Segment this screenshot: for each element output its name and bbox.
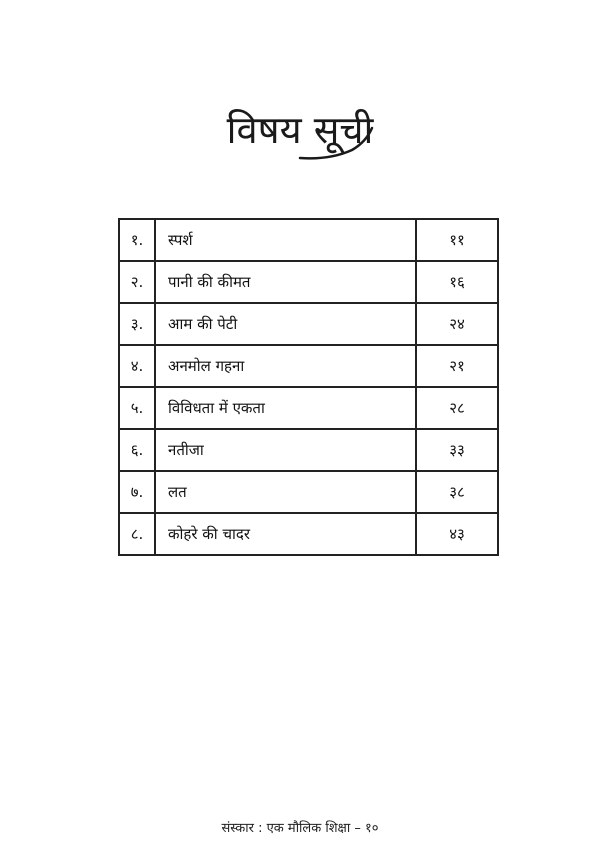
toc-number: ५. [119, 387, 155, 429]
toc-row [119, 345, 498, 387]
toc-page-number: ३३ [416, 429, 498, 471]
toc-page-number: ११ [416, 219, 498, 261]
toc-number: ६. [119, 429, 155, 471]
contents-table [118, 218, 499, 556]
toc-page-number: २४ [416, 303, 498, 345]
toc-number: २. [119, 261, 155, 303]
toc-page-number: ३८ [416, 471, 498, 513]
toc-number: ३. [119, 303, 155, 345]
page-footer: संस्कार : एक मौलिक शिक्षा – १० [221, 821, 379, 836]
toc-page-number: २८ [416, 387, 498, 429]
title-flourish [0, 0, 600, 180]
toc-number: १. [119, 219, 155, 261]
toc-row [119, 387, 498, 429]
toc-chapter-title: लत [155, 471, 416, 513]
toc-chapter-title: आम की पेटी [155, 303, 416, 345]
toc-page-number: १६ [416, 261, 498, 303]
toc-row [119, 513, 498, 555]
toc-chapter-title: स्पर्श [155, 219, 416, 261]
toc-chapter-title: विविधता में एकता [155, 387, 416, 429]
toc-chapter-title: पानी की कीमत [155, 261, 416, 303]
toc-row [119, 471, 498, 513]
toc-page-number: २१ [416, 345, 498, 387]
toc-row [119, 219, 498, 261]
toc-number: ८. [119, 513, 155, 555]
page-title: विषय सूची [226, 108, 374, 152]
toc-number: ४. [119, 345, 155, 387]
toc-row [119, 303, 498, 345]
toc-page-number: ४३ [416, 513, 498, 555]
toc-row [119, 429, 498, 471]
toc-number: ७. [119, 471, 155, 513]
toc-chapter-title: अनमोल गहना [155, 345, 416, 387]
toc-chapter-title: कोहरे की चादर [155, 513, 416, 555]
toc-chapter-title: नतीजा [155, 429, 416, 471]
toc-row [119, 261, 498, 303]
